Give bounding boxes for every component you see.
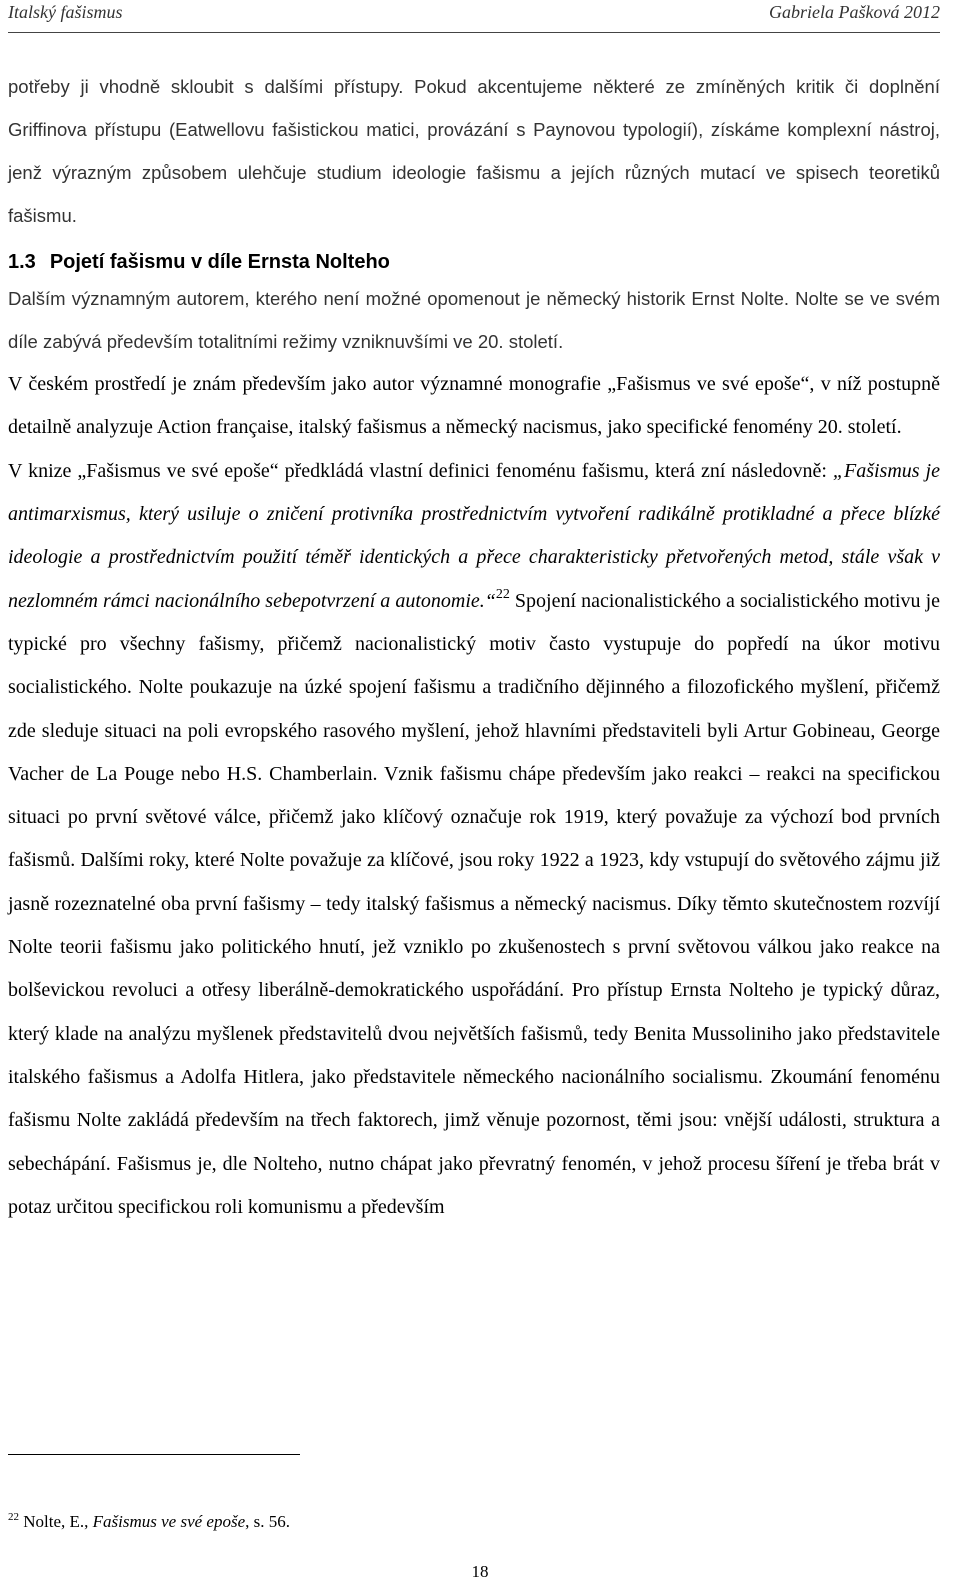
definition-lead: V knize „Fašismus ve své epoše“ předkládá vlastní definici fenoménu fašismu, která zní následovně: [8, 459, 833, 482]
footnote-divider [8, 1454, 300, 1455]
footnote-title: Fašismus ve své epoše [92, 1512, 246, 1531]
definition-body: Spojení nacionalistického a socialistického motivu je typické pro všechny fašismy, přičemž nacionalistický motiv často vystupuje do popředí na úkor motivu socialistického. Nolte poukazuje na úzké spojení fašismu a tradičního dějinného a filozofického myšlení, přičemž zde sleduje situaci na poli evropského rasového myšlení, jehož hlavními představiteli byli Artur Gobineau, George Vacher de La Pouge nebo H.S. Chamberlain. Vznik fašismu chápe především jako reakci – reakci na specifickou situaci po první světové válce, přičemž jako klíčový označuje rok 1919, který považuje za výchozí bod prvních fašismů. Dalšími roky, které Nolte považuje za klíčové, jsou roky 1922 a 1923, kdy vstupují do světového zájmu již jasně rozeznatelné oba první fašismy – tedy italský fašismus a německý nacismus. Díky těmto skutečnostem rozvíjí Nolte teorii fašismu jako politického hnutí, jež vzniklo po zkušenostech s první světovou válkou jako reakce na bolševickou revoluci a otřesy liberálně-demokratického uspořádání. Pro přístup Ernsta Nolteho je typický důraz, který klade na analýzu myšlenek představitelů dvou největších fašismů, tedy Benita Mussoliniho jako představitele italského fašismus a Adolfa Hitlera, jako představitele německého nacionálního socialismu. Zkoumání fenoménu fašismu Nolte zakládá především na třech faktorech, jimž věnuje pozornost, těmi jsou: vnější události, struktura a sebechápání. Fašismus je, dle Nolteho, nutno chápat jako převratný fenomén, v jehož procesu šíření je třeba brát v potaz určitou specifickou roli komunismu a především [8, 589, 940, 1218]
page-body [8, 65, 940, 1229]
paragraph-nolte-intro: Dalším významným autorem, kterého není možné opomenout je německý historik Ernst Nolte. Nolte se ve svém díle zabývá především totalitními režimy vzniknuvšími ve 20. století. [8, 288, 940, 352]
intro-paragraph: potřeby ji vhodně skloubit s dalšími přístupy. Pokud akcentujeme některé ze zmíněných kritik či doplnění Griffinova přístupu (Eatwellovu fašistickou matici, provázání s Paynovou typologií), získáme komplexní nástroj, jenž výrazným způsobem ulehčuje studium ideologie fašismu a jejích různých mutací ve spisech teoretiků fašismu. [8, 76, 940, 226]
header-divider [8, 32, 940, 33]
footnote-author: Nolte, E., [23, 1512, 93, 1531]
running-header [8, 0, 940, 24]
footnote [8, 1512, 290, 1532]
footnote-reference[interactable]: 22 [495, 586, 510, 602]
footnote-number: 22 [8, 1511, 19, 1523]
paragraph-monograph: V českém prostředí je znám především jako autor významné monografie „Fašismus ve své epoše“, v níž postupně detailně analyzuje Action française, italský fašismus a německý nacismus, jako specifické fenomény 20. století. [8, 373, 940, 439]
footnote-page: , s. 56. [245, 1512, 291, 1531]
header-author-year: Gabriela Pašková 2012 [769, 2, 940, 22]
section-number: 1.3 [8, 251, 36, 273]
paragraph-definition [8, 450, 940, 1229]
page-number: 18 [471, 1562, 489, 1581]
header-title: Italský fašismus [8, 2, 123, 22]
section-title: Pojetí fašismu v díle Ernsta Nolteho [49, 251, 390, 273]
definition-quote: „Fašismus je antimarxismus, který usiluje o zničení protivníka prostřednictvím vytvoření radikálně protikladné a přece blízké ideologie a prostřednictvím použití téměř identických a přece charakteristicky přetvořených metod, stále však v nezlomném rámci nacionálního sebepotvrzení a autonomie.“ [8, 459, 940, 612]
section-heading [8, 247, 940, 277]
